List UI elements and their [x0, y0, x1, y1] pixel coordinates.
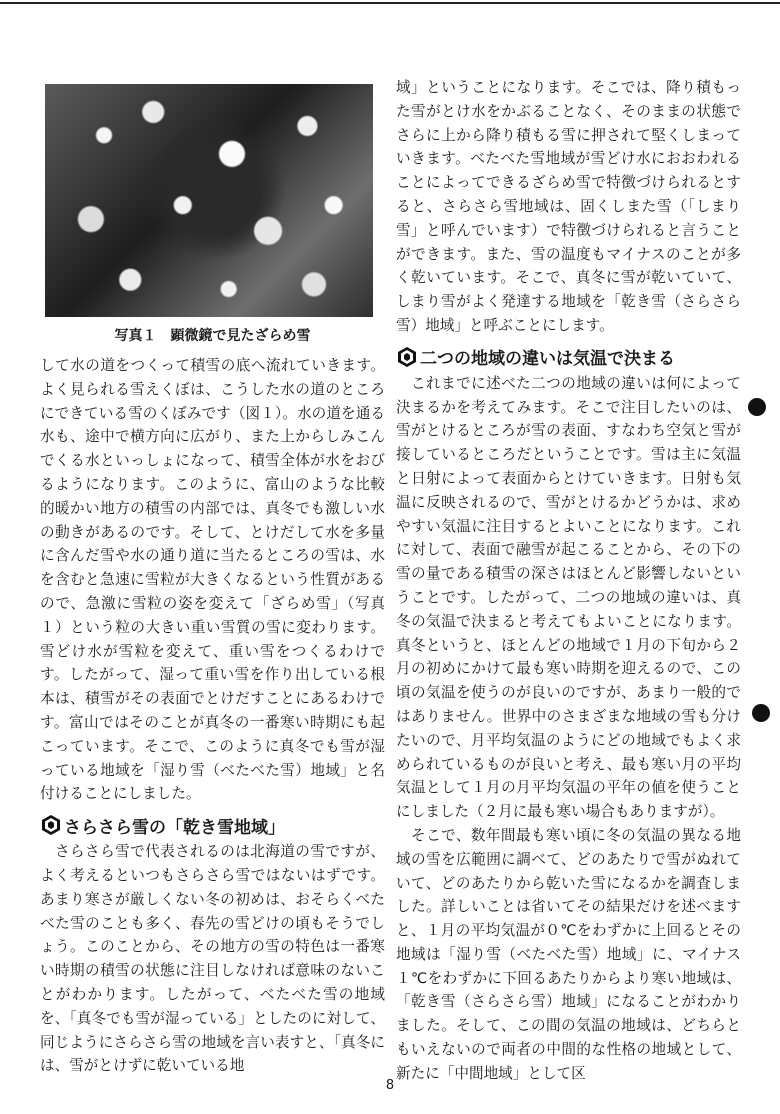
photo-zarame-snow	[45, 84, 373, 317]
top-rule	[0, 2, 780, 4]
section-heading-text: さらさら雪の「乾き雪地域」	[64, 817, 285, 838]
margin-dot-marker	[752, 704, 770, 722]
paragraph: して水の道をつくって積雪の底へ流れていきます。よく見られる雪えくぼは、こうした水の道のところにできている雪のくぼみです（図１）。水の道を通る水も、途中で横方向に広がり、また上からしみこんでくる水といっしょになって、積雪全体が水をおびるようになります。このように、富山のような比較的暖かい地方の積雪の内部では、真冬でも激しい水の動きがあるのです。そして、とけだして水を多量に含んだ雪や水の通り道に当たるところの雪は、水を含むと急速に雪粒が大きくなるという性質があるので、急激に雪粒の姿を変えて「ざらめ雪」（写真１）という粒の大きい重い雪質の雪に変わります。雪どけ水が雪粒を変えて、重い雪をつくるわけです。したがって、湿って重い雪を作り出している根本は、積雪がその表面でとけだすことにあるわけです。富山ではそのことが真冬の一番寒い時期にも起こっています。そこで、このように真冬でも雪が湿っている地域を「湿り雪（べたべた雪）地域」と名付けることにしました。	[40, 357, 385, 803]
left-column	[40, 76, 385, 1078]
section-heading-dry-snow	[40, 810, 385, 840]
section-heading-text: 二つの地域の違いは気温で決まる	[420, 349, 675, 370]
paragraph: そこで、数年間最も寒い頃に冬の気温の異なる地域の雪を広範囲に調べて、どのあたりで雪がぬれていて、どのあたりから乾いた雪になるかを調査しました。詳しいことは省いてその結果だけを述べますと、１月の平均気温が０℃をわずかに上回るとその地域は「湿り雪（べたべた雪）地域」に、マイナス１℃をわずかに下回るあたりからより寒い地域は、「乾き雪（さらさら雪）地域」になることがわかりました。そして、この間の気温の地域は、どちらともいえないので両者の中間的な性格の地域として、新たに「中間地域」として区	[396, 826, 741, 1082]
page-number: 8	[385, 1078, 395, 1093]
right-column	[396, 76, 741, 1086]
snow-crystal-icon	[396, 346, 418, 368]
paragraph: これまでに述べた二つの地域の違いは何によって決まるかを考えてみます。そこで注目したいのは、雪がとけるところが雪の表面、すなわち空気と雪が接しているところだということです。雪は主に気温と日射によって表面からとけていきます。日射も気温に反映されるので、雪がとけるかどうかは、求めやすい気温に注目するとよいことになります。これに対して、表面で融雪が起こることから、その下の雪の量である積雪の深さはほとんど影響しないということです。したがって、二つの地域の違いは、真冬の気温で決まると考えてもよいことになります。真冬というと、ほとんどの地域で１月の下旬から２月の初めにかけて最も寒い時期を迎えるので、この頃の気温を使うのが良いのですが、あまり一般的ではありません。世界中のさまざまな地域の雪も分けたいので、月平均気温のようにどの地域でもよく求められているものが良いと考え、最も寒い月の平均気温として１月の月平均気温の平年の値を使うことにしました（２月に最も寒い場合もありますが）。	[396, 374, 741, 821]
paragraph: さらさら雪で代表されるのは北海道の雪ですが、よく考えるといつもさらさら雪ではないはずです。あまり寒さが厳しくない冬の初めは、おそらくべたべた雪のことも多く、春先の雪どけの頃もそうでしょう。このことから、その地方の雪の特色は一番寒い時期の積雪の状態に注目しなければ意味のないことがわかります。したがって、べたべた雪の地域を、「真冬でも雪が湿っている」としたのに対して、同じようにさらさら雪の地域を言い表すと、「真冬には、雪がとけずに乾いている地	[40, 843, 385, 1075]
paragraph: 域」ということになります。そこでは、降り積もった雪がとけ水をかぶることなく、そのままの状態でさらに上から降り積もる雪に押されて堅くしまっていきます。べたべた雪地域が雪どけ水におおわれることによってできるざらめ雪で特徴づけられるとすると、さらさら雪地域は、固くしまた雪（「しまり雪」と呼んでいます）で特徴づけられると言うことができます。また、雪の温度もマイナスのことが多く乾いています。そこで、真冬に雪が乾いていて、しまり雪がよく発達する地域を「乾き雪（さらさら雪）地域」と呼ぶことにします。	[396, 79, 741, 334]
margin-dot-marker	[748, 398, 766, 416]
right-body-text	[396, 76, 741, 338]
left-body-text-2	[40, 840, 385, 1078]
snow-crystal-icon	[40, 814, 62, 836]
photo-caption: 写真１ 顕微鏡で見たざらめ雪	[114, 328, 311, 344]
left-body-text	[40, 354, 385, 806]
right-body-text-2	[396, 372, 741, 1086]
section-heading-temperature	[396, 342, 741, 372]
